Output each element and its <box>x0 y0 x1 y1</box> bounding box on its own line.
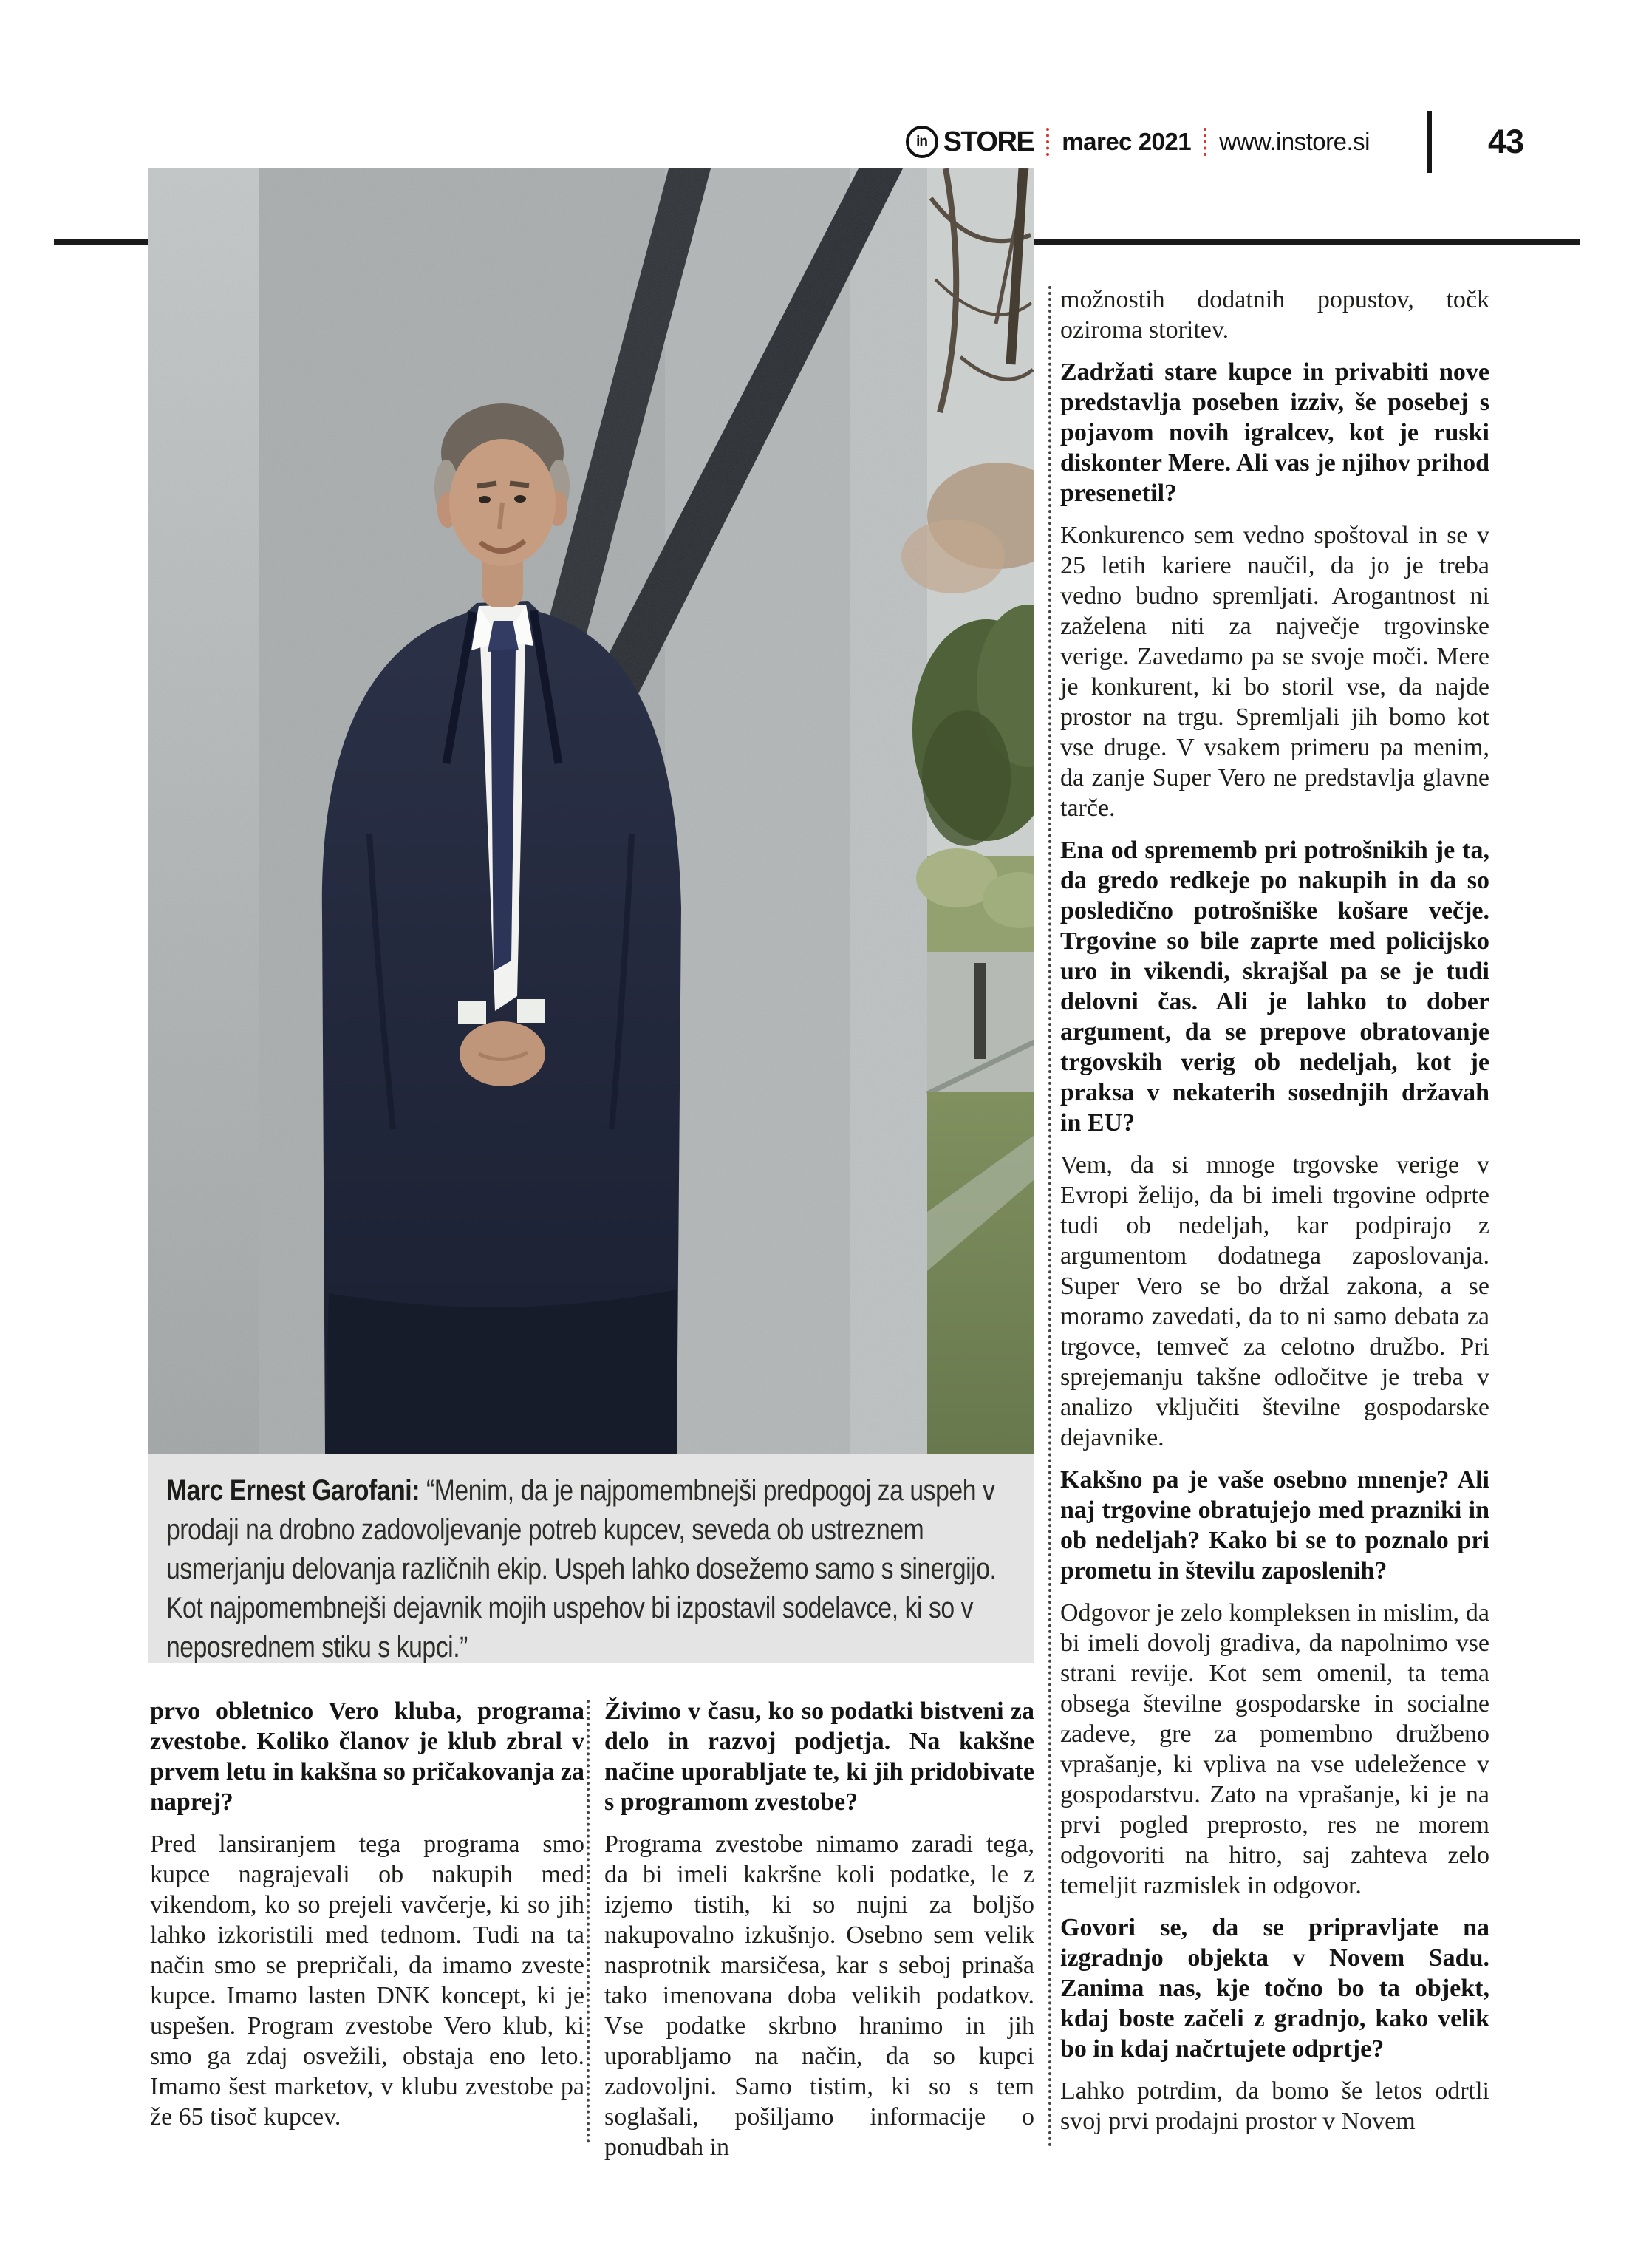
instore-logo-icon: in <box>906 126 938 158</box>
top-rule-right <box>1032 239 1580 245</box>
interview-question: Govori se, da se pripravljate na izgradnjo objekta v Novem Sadu. Zanima nas, kje točno bo ta objekt, kdaj boste začeli z gradnjo, kako velik bo in kdaj načrtujete odprtje? <box>1060 1914 1489 2063</box>
article-column-left <box>150 1696 584 2144</box>
interview-answer: Pred lansiranjem tega programa smo kupce nagrajevali ob nakupih med vikendom, ko so prejeli vavčerje, ki so jih lahko izkoristili med tednom. Tudi na ta način smo se prepričali, da imamo zveste kupce. Imamo lasten DNK koncept, ki je uspešen. Program zvestobe Vero klub, ki smo ga zdaj osvežili, obstaja eno leto. Imamo šest marketov, v klubu zvestobe pa že 65 tisoč kupcev. <box>150 1831 584 2131</box>
page-header <box>906 108 1580 176</box>
interview-answer: možnostih dodatnih popustov, točk oziroma storitev. <box>1060 286 1489 344</box>
instore-logo <box>906 126 1034 158</box>
caption-speaker-name: Marc Ernest Garofani: <box>166 1474 420 1507</box>
interview-answer: Lahko potrdim, da bomo še letos odrtli svoj prvi prodajni prostor v Novem <box>1060 2077 1489 2135</box>
interview-question: prvo obletnico Vero kluba, programa zvestobe. Koliko članov je klub zbral v prvem letu in kakšna so pričakovanja za naprej? <box>150 1697 584 1816</box>
photo-caption-text <box>166 1471 1012 1667</box>
issue-date: marec 2021 <box>1062 128 1192 155</box>
interview-answer: Programa zvestobe nimamo zaradi tega, da bi imeli kakršne koli podatke, le z izjemo tistih, ki so nujni za boljšo nakupovalno izkušnjo. Osebno sem velik nasprotnik marsičesa, kar s seboj prinaša tako imenovana doba velikih podatkov. Vse podatke skrbno hranimo in jih uporabljamo na način, da so kupci zadovoljni. Samo tistim, ki so s tem soglašali, pošiljamo informacije o ponudbah in <box>604 1831 1034 2161</box>
top-rule-left <box>54 239 149 245</box>
article-column-middle <box>604 1696 1034 2174</box>
caption-quote: “Menim, da je najpomembnejši predpogoj za uspeh v prodaji na drobno zadovoljevanje potreb kupcev, seveda ob ustreznem usmerjanju delovanja različnih ekip. Uspeh lahko dosežemo samo s sinergijo. Kot najpomembnejši dejavnik mojih uspehov bi izpostavil sodelavce, ki so v neposrednem stiku s kupci.” <box>166 1474 997 1663</box>
interview-question: Zadržati stare kupce in privabiti nove predstavlja poseben izziv, še posebej s pojavom novih igralcev, kot je ruski diskonter Mere. Ali vas je njihov prihod presenetil? <box>1060 358 1489 507</box>
interview-answer: Konkurenco sem vedno spoštoval in se v 25 letih kariere naučil, da jo je treba vedno budno spremljati. Arogantnost ni zaželena niti za največje trgovinske verige. Zavedamo pa se svoje moči. Mere je konkurent, ki bo storil vse, da najde prostor na trgu. Spremljali jih bomo kot vse druge. V vsakem primeru pa menim, da zanje Super Vero ne predstavlja glavne tarče. <box>1060 522 1489 822</box>
website-url: www.instore.si <box>1219 128 1370 155</box>
column-divider-dotted <box>1048 286 1051 2148</box>
interview-answer: Odgovor je zelo kompleksen in mislim, da bi imeli dovolj gradiva, da napolnimo vse strani revije. Kot sem omenil, ta tema obsega številne gospodarske in socialne zadeve, gre za pomembno družbeno vprašanje, ki vpliva na vse udeležence v gospodarstvu. Zato na vprašanje, ki je na prvi pogled preprosto, res ne morem odgovoriti na hitro, saj zahteva zelo temeljit razmislek in odgovor. <box>1060 1599 1489 1899</box>
photo-caption <box>148 1454 1034 1663</box>
interview-question: Živimo v času, ko so podatki bistveni za delo in razvoj podjetja. Na kakšne načine uporabljate te, ki jih pridobivate s programom zvestobe? <box>604 1697 1034 1816</box>
interview-question: Ena od sprememb pri potrošnikih je ta, da gredo redkeje po nakupih in da so posledično potrošniške košare večje. Trgovine so bile zaprte med policijsko uro in vikendi, skrajšal pa se je tudi delovni čas. Ali je lahko to dober argument, da se prepove obratovanje trgovskih verig ob nedeljah, kot je praksa v nekaterih sosednjih državah in EU? <box>1060 837 1489 1137</box>
interview-answer: Vem, da si mnoge trgovske verige v Evropi želijo, da bi imeli trgovine odprte tudi ob nedeljah, kar podpirajo z argumentom dodatnega zaposlovanja. Super Vero se bo držal zakona, a se moramo zavedati, da to ni samo debata za trgovce, temveč za celotno družbo. Pri sprejemanju takšne odločitve je treba v analizo vključiti številne gospodarske dejavnike. <box>1060 1151 1489 1451</box>
article-column-right <box>1060 285 1489 2148</box>
page-number: 43 <box>1487 123 1524 160</box>
interview-question: Kakšno pa je vaše osebno mnenje? Ali naj trgovine obratujejo med prazniki in ob nedeljah? Kako bi se to poznalo pri prometu in številu zaposlenih? <box>1060 1466 1489 1584</box>
portrait-photo <box>148 168 1034 1454</box>
logo-text: STORE <box>943 126 1034 157</box>
header-separator-icon <box>1046 128 1049 156</box>
column-divider-dotted <box>587 1700 590 2143</box>
header-separator-icon <box>1204 128 1206 156</box>
